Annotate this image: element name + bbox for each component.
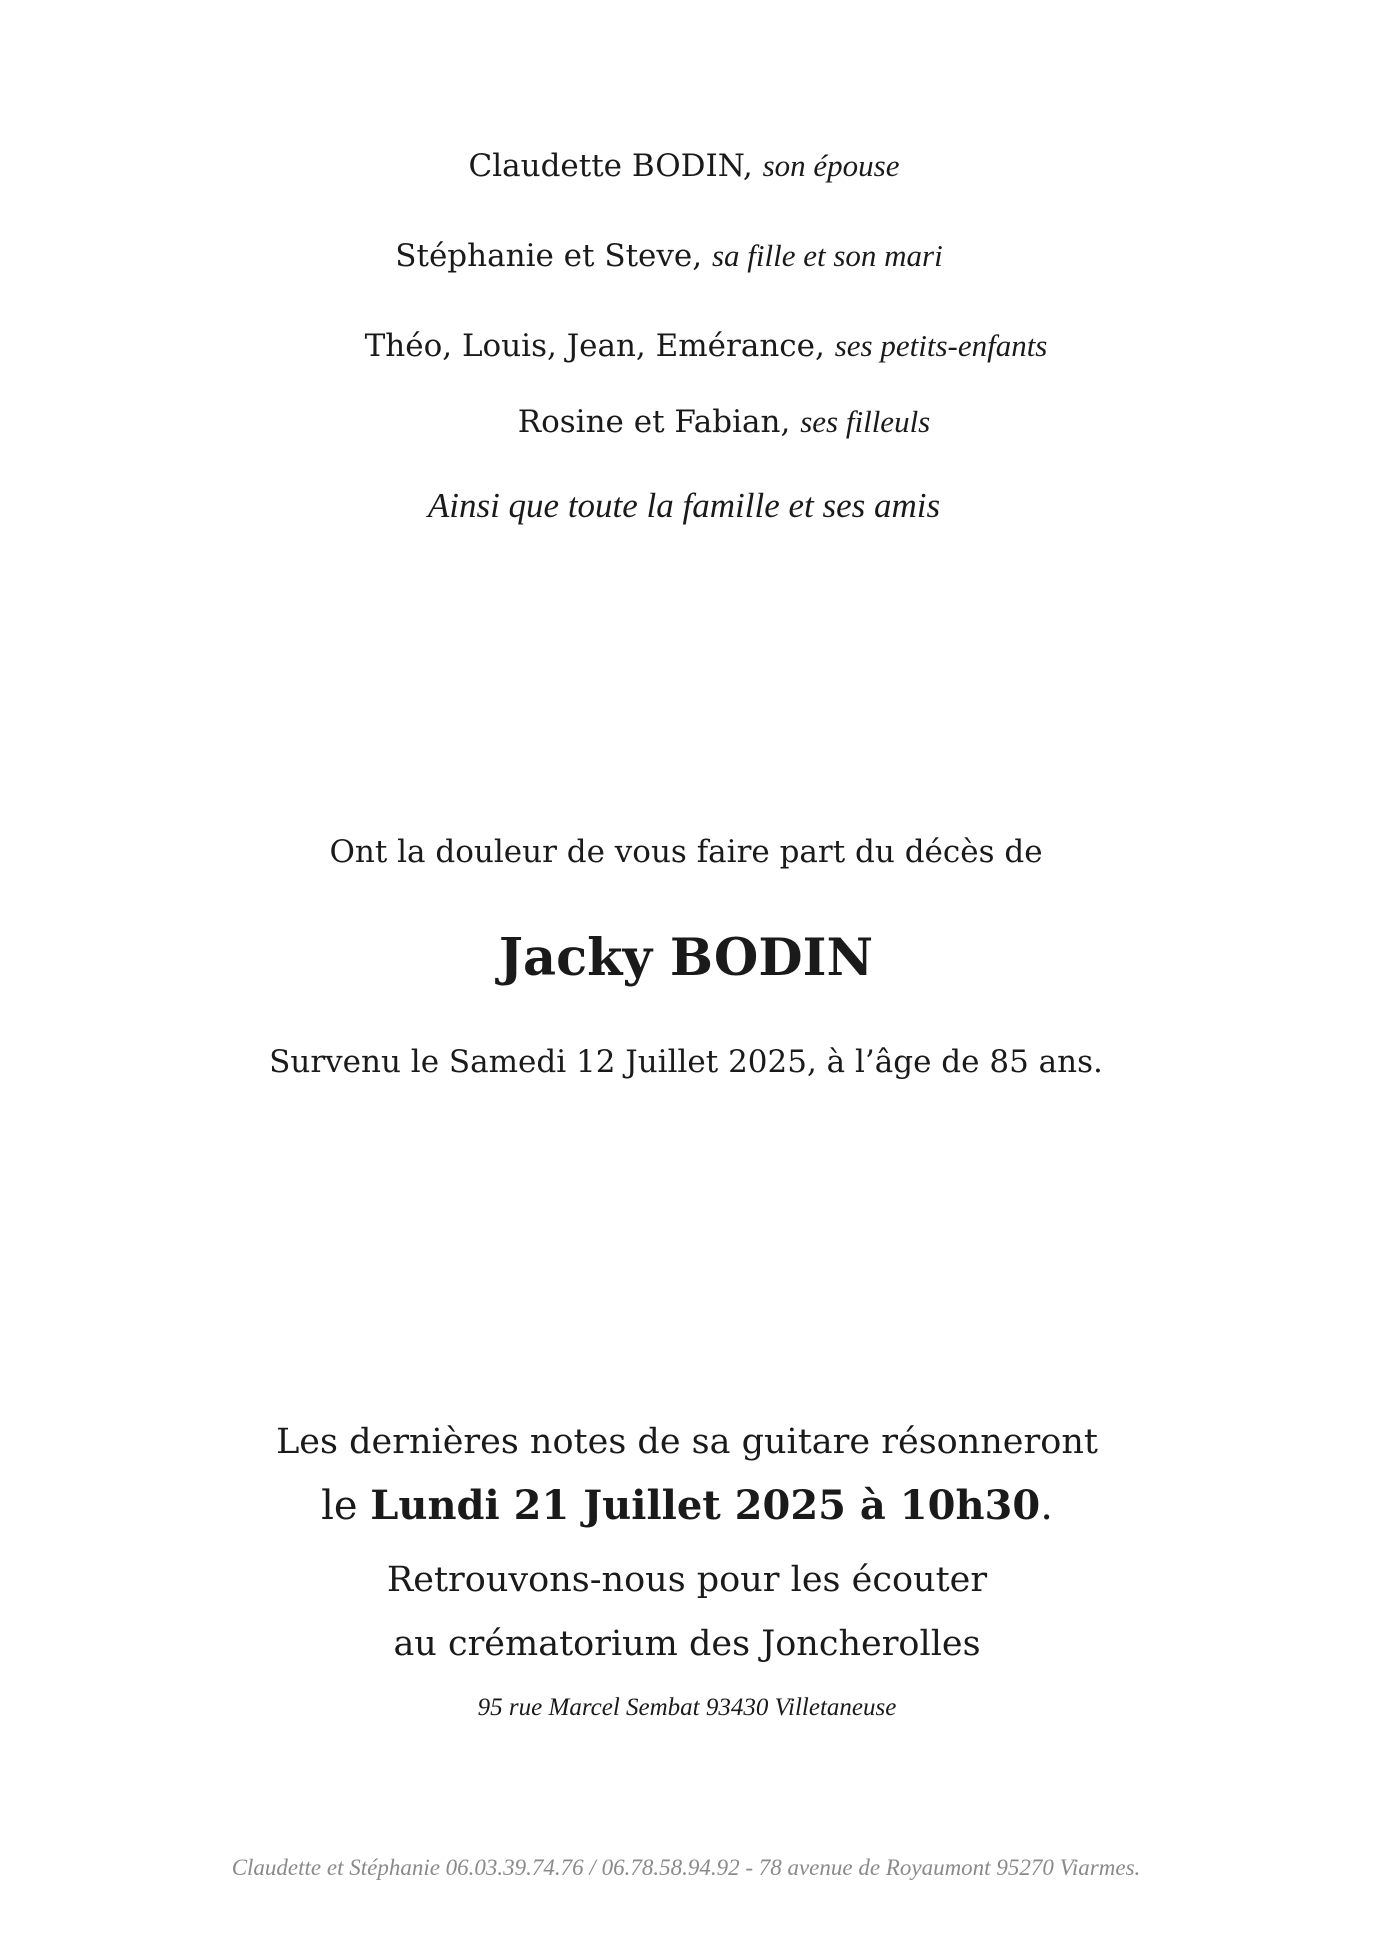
footer-contact: Claudette et Stéphanie 06.03.39.74.76 / 06.78.58.94.92 - 78 avenue de Royaumont 95270 Viarmes. [231, 1855, 1141, 1880]
godchildren-relation: ses filleuls [800, 404, 931, 439]
family-others: Ainsi que toute la famille et ses amis [427, 486, 941, 525]
ceremony-line-guitar: Les dernières notes de sa guitare résonneront [276, 1422, 1098, 1462]
ceremony-date: Lundi 21 Juillet 2025 à 10h30 [370, 1482, 1041, 1529]
ceremony-date-line [0, 1482, 1376, 1529]
ceremony-location: au crématorium des Joncherolles [393, 1624, 981, 1664]
ceremony-line-listen: Retrouvons-nous pour les écouter [386, 1560, 988, 1600]
ceremony-address: 95 rue Marcel Sembat 93430 Villetaneuse [477, 1694, 897, 1721]
godchildren-names: Rosine et Fabian, [517, 404, 791, 440]
family-line-grandchildren [17, 328, 1378, 364]
family-line-godchildren [35, 404, 1378, 440]
grandchildren-relation: ses petits-enfants [834, 328, 1048, 363]
family-line-daughter [0, 238, 1358, 274]
deceased-name: Jacky BODIN [498, 928, 874, 988]
daughter-name: Stéphanie et Steve, [395, 238, 703, 274]
spouse-name: Claudette BODIN, [468, 148, 753, 184]
grandchildren-names: Théo, Louis, Jean, Emérance, [364, 328, 825, 364]
family-line-spouse [0, 148, 1373, 184]
spouse-relation: son épouse [762, 148, 900, 183]
daughter-relation: sa fille et son mari [711, 238, 943, 273]
ceremony-date-prefix: le [321, 1483, 358, 1529]
death-info: Survenu le Samedi 12 Juillet 2025, à l’âge de 85 ans. [269, 1044, 1103, 1080]
ceremony-date-suffix: . [1040, 1483, 1053, 1529]
announcement-intro: Ont la douleur de vous faire part du décès de [329, 834, 1043, 870]
